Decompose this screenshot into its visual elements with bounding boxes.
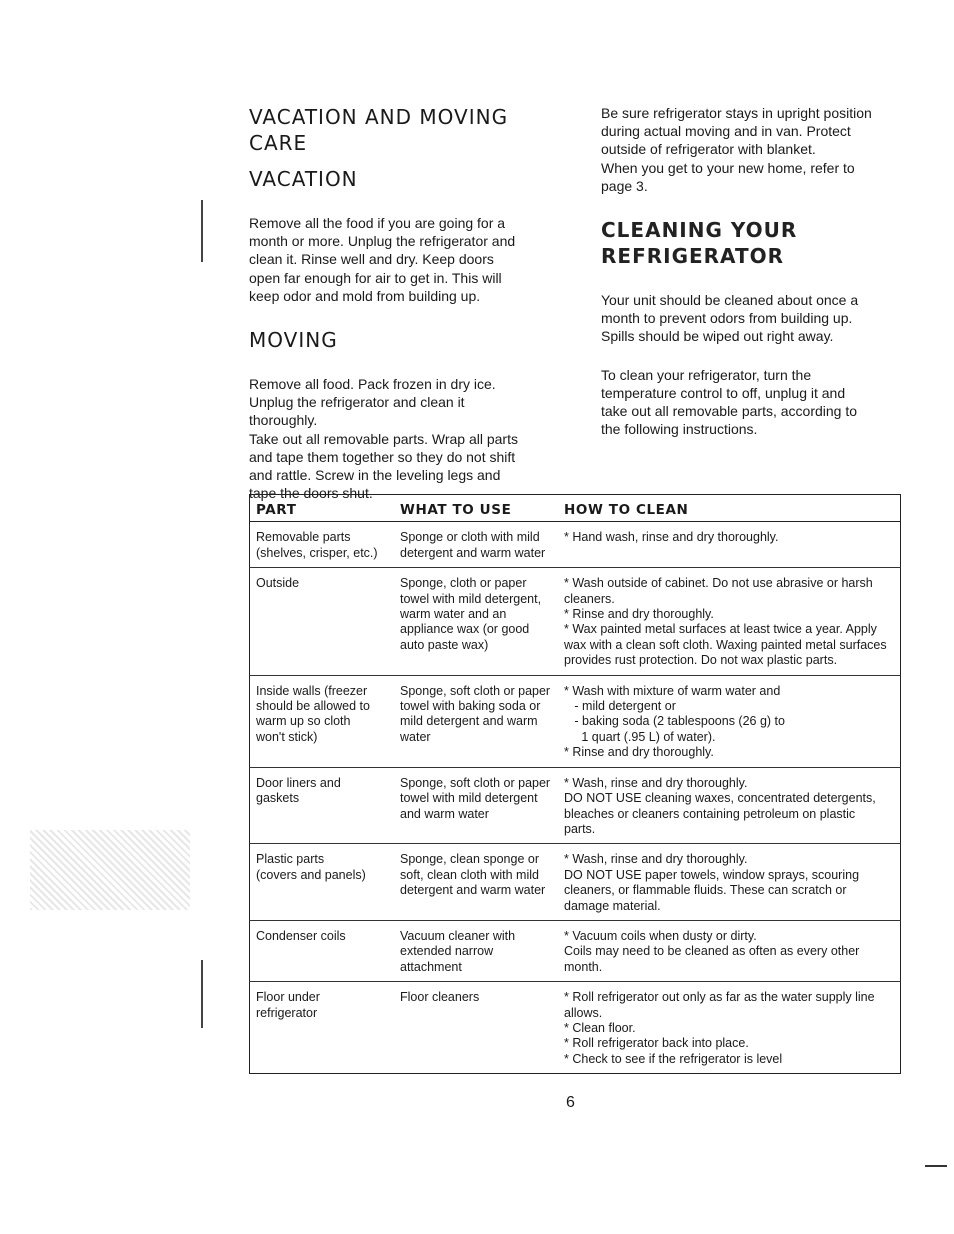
scan-dash <box>925 1165 947 1167</box>
cell-part-line: Condenser coils <box>256 928 346 943</box>
cell-part <box>250 920 395 981</box>
cell-how-to-clean-line: damage material. <box>564 898 661 913</box>
cell-how-to-clean-line: * Rinse and dry thoroughly. <box>564 745 714 760</box>
cell-how-to-clean-line: * Rinse and dry thoroughly. <box>564 607 714 622</box>
cell-what-to-use-line: towel with mild detergent <box>400 791 538 806</box>
cell-how-to-clean-line: 1 quart (.95 L) of water). <box>564 729 716 744</box>
cell-how-to-clean-line: - mild detergent or <box>564 699 676 714</box>
cell-part-line: (covers and panels) <box>256 867 366 882</box>
cell-part-line: gaskets <box>256 791 300 806</box>
cell-how-to-clean <box>558 844 901 921</box>
table-header-row <box>250 495 901 522</box>
cell-what-to-use-line: Floor cleaners <box>400 990 480 1005</box>
cell-part <box>250 767 395 844</box>
cell-how-to-clean <box>558 767 901 844</box>
cell-what-to-use-line: auto paste wax) <box>400 637 489 652</box>
cell-what-to-use-line: water <box>400 729 431 744</box>
cell-what-to-use-line: Sponge, clean sponge or <box>400 852 539 867</box>
cell-part <box>250 522 395 568</box>
cell-what-to-use-line: warm water and an <box>400 607 507 622</box>
cell-part-line: Outside <box>256 576 300 591</box>
header-how-to-clean: HOW TO CLEAN <box>558 495 901 522</box>
cell-how-to-clean-line: * Wax painted metal surfaces at least twice a year. Apply <box>564 622 877 637</box>
cell-how-to-clean <box>558 568 901 675</box>
cell-how-to-clean-line: * Wash, rinse and dry thoroughly. <box>564 852 748 867</box>
cell-what-to-use-line: detergent and warm water <box>400 883 546 898</box>
cell-part-line: should be allowed to <box>256 699 370 714</box>
cell-how-to-clean-line: wax with a clean soft cloth. Waxing painted metal surfaces <box>564 637 887 652</box>
cell-part-line: Floor under <box>256 990 320 1005</box>
cell-how-to-clean-line: * Roll refrigerator out only as far as the water supply line <box>564 990 875 1005</box>
cell-what-to-use-line: Sponge, soft cloth or paper <box>400 683 551 698</box>
cell-what-to-use-line: extended narrow <box>400 944 494 959</box>
cell-what-to-use <box>394 675 558 767</box>
cell-what-to-use-line: towel with baking soda or <box>400 699 541 714</box>
cell-how-to-clean-line: * Hand wash, rinse and dry thoroughly. <box>564 530 779 545</box>
vacation-heading: VACATION <box>249 167 358 191</box>
cell-how-to-clean <box>558 920 901 981</box>
table-body <box>250 522 901 1074</box>
cell-how-to-clean-line: allows. <box>564 1005 603 1020</box>
cell-what-to-use <box>394 920 558 981</box>
header-what-to-use: WHAT TO USE <box>394 495 558 522</box>
table-row <box>250 767 901 844</box>
cell-part-line: Removable parts <box>256 530 351 545</box>
scan-mark-top <box>201 200 203 262</box>
table-row <box>250 568 901 675</box>
cleaning-para-2: To clean your refrigerator, turn the temperature control to off, unplug it and take out all removable parts, according to the following instructions. <box>601 366 858 438</box>
cell-part-line: Door liners and <box>256 775 341 790</box>
cell-what-to-use <box>394 522 558 568</box>
cell-how-to-clean-line: bleaches or cleaners containing petroleum on plastic <box>564 806 856 821</box>
cell-what-to-use <box>394 568 558 675</box>
cleaning-para-1: Your unit should be cleaned about once a month to prevent odors from building up. Spills should be wiped out right away. <box>601 292 859 345</box>
vacation-moving-section <box>249 104 559 502</box>
page-number: 6 <box>566 1094 575 1111</box>
cell-how-to-clean-line: cleaners. <box>564 591 615 606</box>
cleaning-section <box>601 104 901 438</box>
cell-how-to-clean <box>558 982 901 1074</box>
cell-what-to-use-line: Sponge, soft cloth or paper <box>400 775 551 790</box>
cell-how-to-clean <box>558 675 901 767</box>
cell-how-to-clean-line: DO NOT USE paper towels, window sprays, scouring <box>564 867 860 882</box>
cell-how-to-clean-line: parts. <box>564 821 596 836</box>
cell-what-to-use <box>394 982 558 1074</box>
cell-part <box>250 675 395 767</box>
cell-what-to-use-line: towel with mild detergent, <box>400 591 542 606</box>
moving-heading: MOVING <box>249 328 338 353</box>
scan-noise-patch <box>30 830 190 910</box>
cell-how-to-clean-line: month. <box>564 959 603 974</box>
cell-what-to-use <box>394 844 558 921</box>
cell-how-to-clean-line: - baking soda (2 tablespoons (26 g) to <box>564 714 785 729</box>
cell-part <box>250 982 395 1074</box>
cleaning-table <box>249 494 901 1074</box>
cell-what-to-use-line: mild detergent and warm <box>400 714 538 729</box>
cell-how-to-clean-line: * Wash, rinse and dry thoroughly. <box>564 775 748 790</box>
cell-part-line: (shelves, crisper, etc.) <box>256 545 378 560</box>
cell-part-line: Plastic parts <box>256 852 325 867</box>
moving-text: Remove all food. Pack frozen in dry ice. Unplug the refrigerator and clean it thoroughly. Take out all removable parts. Wrap all parts and tape them together so they do not shift and rattle. Screw in the leveling legs and tape the doors shut. <box>249 376 518 502</box>
cell-how-to-clean-line: * Vacuum coils when dusty or dirty. <box>564 928 757 943</box>
table-row <box>250 844 901 921</box>
table-row <box>250 675 901 767</box>
cleaning-heading: CLEANING YOUR REFRIGERATOR <box>601 218 798 269</box>
cell-what-to-use <box>394 767 558 844</box>
header-part: PART <box>250 495 395 522</box>
cell-part-line: refrigerator <box>256 1005 318 1020</box>
table-row <box>250 522 901 568</box>
cell-part-line: won't stick) <box>256 729 318 744</box>
cell-part-line: Inside walls (freezer <box>256 683 368 698</box>
moving-continued-text: Be sure refrigerator stays in upright position during actual moving and in van. Protect outside of refrigerator with blanket. When you get to your new home, refer to page 3. <box>601 105 872 194</box>
cell-what-to-use-line: Sponge or cloth with mild <box>400 530 540 545</box>
cell-how-to-clean-line: * Clean floor. <box>564 1020 636 1035</box>
cell-how-to-clean-line: Coils may need to be cleaned as often as every other <box>564 944 860 959</box>
cell-what-to-use-line: appliance wax (or good <box>400 622 530 637</box>
table-row <box>250 920 901 981</box>
cell-how-to-clean-line: DO NOT USE cleaning waxes, concentrated detergents, <box>564 791 876 806</box>
cell-part <box>250 844 395 921</box>
cell-how-to-clean-line: * Roll refrigerator back into place. <box>564 1036 749 1051</box>
cell-what-to-use-line: Sponge, cloth or paper <box>400 576 527 591</box>
cell-how-to-clean <box>558 522 901 568</box>
cell-how-to-clean-line: * Check to see if the refrigerator is level <box>564 1051 783 1066</box>
cell-how-to-clean-line: * Wash outside of cabinet. Do not use abrasive or harsh <box>564 576 873 591</box>
cell-how-to-clean-line: provides rust protection. Do not wax plastic parts. <box>564 653 838 668</box>
cell-what-to-use-line: detergent and warm water <box>400 545 546 560</box>
cell-part <box>250 568 395 675</box>
cell-part-line: warm up so cloth <box>256 714 351 729</box>
table-row <box>250 982 901 1074</box>
section-title: VACATION AND MOVING CARE <box>249 105 509 155</box>
cell-how-to-clean-line: * Wash with mixture of warm water and <box>564 683 781 698</box>
vacation-text: Remove all the food if you are going for a month or more. Unplug the refrigerator and clean it. Rinse well and dry. Keep doors open far enough for air to get in. This will keep odor and mold from building up. <box>249 215 516 304</box>
cell-what-to-use-line: Vacuum cleaner with <box>400 928 516 943</box>
cell-what-to-use-line: soft, clean cloth with mild <box>400 867 539 882</box>
cell-what-to-use-line: and warm water <box>400 806 489 821</box>
scan-mark-bottom <box>201 960 203 1028</box>
cell-how-to-clean-line: cleaners, or flammable fluids. These can scratch or <box>564 883 847 898</box>
cell-what-to-use-line: attachment <box>400 959 462 974</box>
